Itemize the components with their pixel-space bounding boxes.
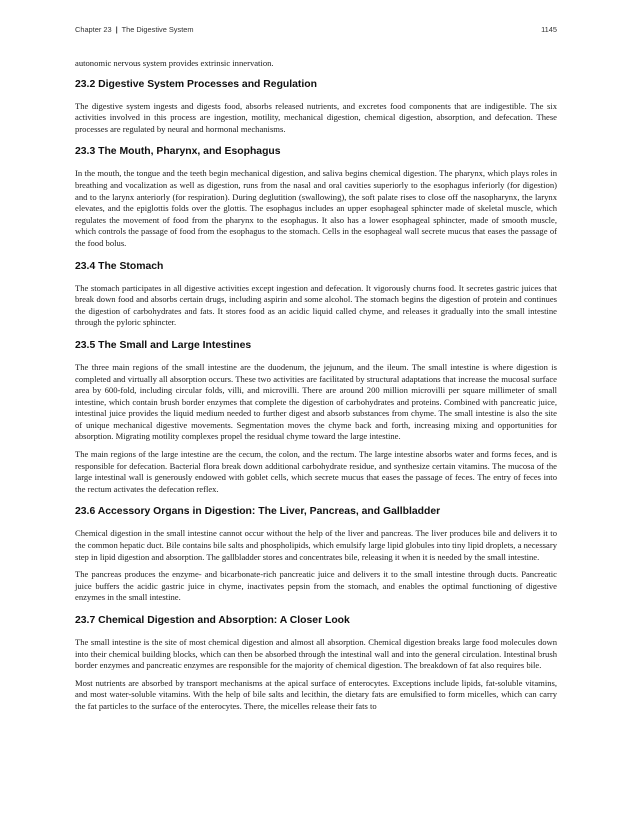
- page-number: 1145: [541, 25, 557, 34]
- paragraph: Most nutrients are absorbed by transport mechanisms at the apical surface of enterocytes. Exceptions include lipids, fat-soluble vitamins, and most water-soluble vitamins. With the help of bile salts and lecithin, the dietary fats are emulsified to form micelles, which can carry the fat particles to the surface of the enterocytes. There, the micelles release their fats to: [75, 677, 557, 711]
- paragraph: The digestive system ingests and digests food, absorbs released nutrients, and excretes food components that are indigestible. The six activities involved in this process are ingestion, motility, mechanical digestion, chemical digestion, absorption, and defecation. These processes are regulated by neural and hormonal mechanisms.: [75, 100, 557, 134]
- page-content: [75, 58, 557, 719]
- section-heading: 23.2 Digestive System Processes and Regulation: [75, 78, 317, 90]
- paragraph: The pancreas produces the enzyme- and bicarbonate-rich pancreatic juice and delivers it to the small intestine through ducts. Pancreatic juice buffers the acidic gastric juice in chyme, inactivates pepsin from the stomach, and enables the optimal functioning of digestive enzymes in the small intestine.: [75, 569, 557, 603]
- paragraph: The main regions of the large intestine are the cecum, the colon, and the rectum. The large intestine absorbs water and forms feces, and is responsible for defecation. Bacterial flora break down additional carbohydrate residue, and synthesize certain vitamins. The mucosa of the large intestinal wall is generously endowed with goblet cells, which secrete mucus that eases the passage of feces. The entry of feces into the rectum activates the defecation reflex.: [75, 449, 557, 494]
- section-heading: 23.6 Accessory Organs in Digestion: The Liver, Pancreas, and Gallbladder: [75, 506, 441, 518]
- paragraph: In the mouth, the tongue and the teeth begin mechanical digestion, and saliva begins chemical digestion. The pharynx, which plays roles in breathing and vocalization as well as digestion, runs from the nasal and oral cavities superiorly to the esophagus inferiorly (for digestion) and to the larynx anteriorly (for respiration). During deglutition (swallowing), the soft palate rises to close off the nasopharynx, the larynx elevates, and the epiglottis folds over the glottis. The esophagus includes an upper esophageal sphincter made of skeletal muscle, which regulates the movement of food from the pharynx to the esophagus. It also has a lower esophageal sphincter, made of smooth muscle, which controls the passage of food from the esophagus to the stomach. Cells in the esophageal wall secrete mucus that eases the passage of the food bolus.: [75, 168, 557, 248]
- paragraph: Chemical digestion in the small intestine cannot occur without the help of the liver and pancreas. The liver produces bile and delivers it to the common hepatic duct. Bile contains bile salts and phospholipids, which emulsify large lipid globules into tiny lipid droplets, a necessary step in lipid digestion and absorption. The gallbladder stores and concentrates bile, releasing it when it is needed by the small intestine.: [75, 528, 557, 562]
- section-heading: 23.3 The Mouth, Pharynx, and Esophagus: [75, 146, 281, 158]
- paragraph: The small intestine is the site of most chemical digestion and almost all absorption. Chemical digestion breaks large food molecules down into their chemical building blocks, which can then be absorbed through the intestinal wall and into the general circulation. Intestinal brush border enzymes and pancreatic enzymes are responsible for the majority of chemical digestion. The breakdown of fat also requires bile.: [75, 637, 557, 671]
- intro-paragraph: autonomic nervous system provides extrinsic innervation.: [75, 58, 274, 68]
- section-heading: 23.7 Chemical Digestion and Absorption: A Closer Look: [75, 615, 350, 626]
- section-heading: 23.4 The Stomach: [75, 260, 164, 272]
- running-header: [75, 25, 557, 34]
- section-heading: 23.5 The Small and Large Intestines: [75, 339, 252, 351]
- chapter-label: Chapter 23 | The Digestive System: [75, 25, 194, 34]
- paragraph: The stomach participates in all digestive activities except ingestion and defecation. It vigorously churns food. It secretes gastric juices that break down food and absorbs certain drugs, including aspirin and some alcohol. The stomach begins the digestion of protein and continues the digestion of carbohydrates and fats. It stores food as an acidic liquid called chyme, and releases it gradually into the small intestine through the pyloric sphincter.: [75, 282, 557, 328]
- chapter-title: The Digestive System: [121, 25, 194, 34]
- paragraph: The three main regions of the small intestine are the duodenum, the jejunum, and the ileum. The small intestine is where digestion is completed and virtually all absorption occurs. These two activities are facilitated by structural adaptations that increase the mucosal surface area by 600-fold, including circular folds, villi, and microvilli. There are around 200 million microvilli per square millimeter of small intestine, which contain brush border enzymes that complete the digestion of carbohydrates and proteins. Combined with pancreatic juice, intestinal juice provides the liquid medium needed to further digest and absorb substances from chyme. The small intestine is also the site of unique mechanical digestive movements. Segmentation moves the chyme back and forth, increasing mixing and opportunities for absorption. Migrating motility complexes propel the residual chyme toward the large intestine.: [75, 361, 557, 442]
- header-separator: |: [115, 25, 118, 34]
